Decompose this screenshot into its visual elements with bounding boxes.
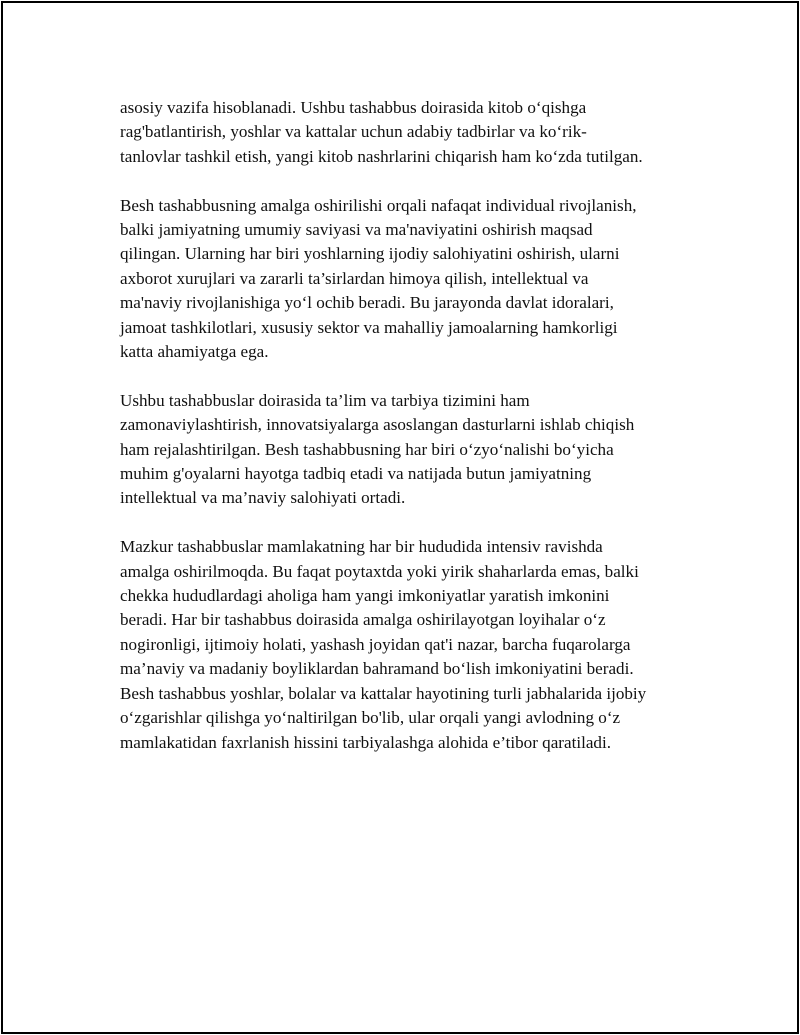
text-line: Mazkur tashabbuslar mamlakatning har bir hududida intensiv ravishda	[120, 537, 603, 557]
page-frame	[1, 1, 799, 1034]
text-line: tanlovlar tashkil etish, yangi kitob nashrlarini chiqarish ham ko‘zda tutilgan.	[120, 146, 643, 166]
text-line: ma'naviy rivojlanishiga yo‘l ochib beradi. Bu jarayonda davlat idoralari,	[120, 293, 614, 313]
text-line: muhim g'oyalarni hayotga tadbiq etadi va natijada butun jamiyatning	[120, 464, 592, 484]
document-body	[120, 96, 700, 779]
text-line: mamlakatidan faxrlanish hissini tarbiyalashga alohida e’tibor qaratiladi.	[120, 732, 611, 752]
text-line: nogironligi, ijtimoiy holati, yashash joyidan qat'i nazar, barcha fuqarolarga	[120, 634, 631, 654]
text-line: asosiy vazifa hisoblanadi. Ushbu tashabbus doirasida kitob o‘qishga	[120, 98, 587, 117]
text-line: o‘zgarishlar qilishga yo‘naltirilgan bo'lib, ular orqali yangi avlodning o‘z	[120, 708, 621, 728]
text-line: axborot xurujlari va zararli ta’sirlardan himoya qilish, intellektual va	[120, 268, 589, 288]
paragraph-1	[120, 96, 700, 169]
text-line: jamoat tashkilotlari, xususiy sektor va mahalliy jamoalarning hamkorligi	[120, 317, 618, 337]
text-line: beradi. Har bir tashabbus doirasida amalga oshirilayotgan loyihalar o‘z	[120, 610, 606, 630]
paragraph-4	[120, 535, 700, 755]
text-line: ham rejalashtirilgan. Besh tashabbusning har biri o‘zyo‘nalishi bo‘yicha	[120, 439, 614, 459]
text-line: intellektual va ma’naviy salohiyati ortadi.	[120, 488, 406, 508]
text-line: katta ahamiyatga ega.	[120, 342, 269, 362]
text-line: zamonaviylashtirish, innovatsiyalarga asoslangan dasturlarni ishlab chiqish	[120, 415, 635, 435]
paragraph-3	[120, 389, 700, 511]
text-line: Besh tashabbusning amalga oshirilishi orqali nafaqat individual rivojlanish,	[120, 195, 637, 215]
text-line: chekka hududlardagi aholiga ham yangi imkoniyatlar yaratish imkonini	[120, 586, 610, 606]
text-line: qilingan. Ularning har biri yoshlarning ijodiy salohiyatini oshirish, ularni	[120, 244, 620, 264]
text-line: balki jamiyatning umumiy saviyasi va ma'naviyatini oshirish maqsad	[120, 220, 593, 240]
text-line: Ushbu tashabbuslar doirasida ta’lim va tarbiya tizimini ham	[120, 390, 530, 410]
paragraph-2	[120, 194, 700, 365]
text-line: rag'batlantirish, yoshlar va kattalar uchun adabiy tadbirlar va ko‘rik-	[120, 122, 587, 142]
text-line: amalga oshirilmoqda. Bu faqat poytaxtda yoki yirik shaharlarda emas, balki	[120, 561, 639, 581]
text-line: ma’naviy va madaniy boyliklardan bahramand bo‘lish imkoniyatini beradi.	[120, 659, 634, 679]
text-line: Besh tashabbus yoshlar, bolalar va kattalar hayotining turli jabhalarida ijobiy	[120, 683, 647, 703]
